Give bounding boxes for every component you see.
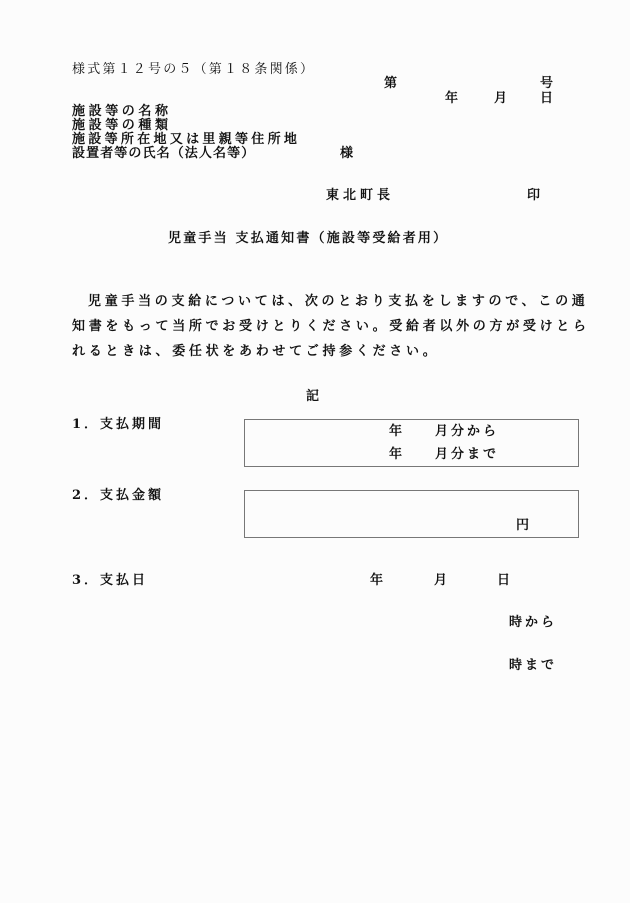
payment-date-label: 3．支払日	[72, 573, 149, 588]
document-number-prefix: 第	[384, 76, 398, 91]
document-number-suffix: 号	[540, 76, 554, 91]
payment-period-box	[244, 419, 579, 467]
payment-amount-label: 2．支払金額	[72, 488, 165, 503]
issue-date-year: 年	[445, 91, 459, 106]
yen-unit: 円	[516, 518, 530, 533]
issuer-seal: 印	[527, 188, 541, 203]
ki-heading: 記	[306, 389, 320, 404]
body-line: れるときは、委任状をあわせてご持参ください。	[72, 344, 440, 359]
payment-time-from: 時から	[509, 615, 558, 630]
operator-name-label: 設置者等の氏名（法人名等）	[72, 146, 256, 161]
period-to-year: 年	[389, 447, 403, 462]
period-from-year: 年	[389, 424, 403, 439]
payment-amount-box	[244, 490, 579, 538]
body-paragraph	[72, 294, 592, 369]
facility-type-label: 施設等の種類	[72, 118, 172, 133]
issue-date-day: 日	[540, 91, 554, 106]
payment-date-year: 年	[370, 573, 384, 588]
facility-address-label: 施設等所在地又は里親等住所地	[72, 132, 301, 147]
body-line: 児童手当の支給については、次のとおり支払をしますので、この通	[88, 294, 589, 309]
payment-time-to: 時まで	[509, 658, 558, 673]
period-from-month: 月分から	[435, 424, 500, 439]
facility-name-label: 施設等の名称	[72, 104, 172, 119]
payment-period-label: 1．支払期間	[72, 417, 165, 432]
period-to-month: 月分まで	[435, 447, 500, 462]
body-line: 知書をもって当所でお受けとりください。受給者以外の方が受けとら	[72, 319, 590, 334]
issuer-name: 東北町長	[326, 188, 395, 203]
recipient-honorific: 様	[340, 146, 354, 161]
issue-date-month: 月	[494, 91, 508, 106]
recipient-block	[72, 105, 300, 161]
document-title: 児童手当 支払通知書（施設等受給者用）	[168, 231, 449, 246]
payment-date-day: 日	[497, 573, 511, 588]
form-id: 様式第１２号の５（第１８条関係）	[72, 62, 316, 77]
payment-date-month: 月	[434, 573, 448, 588]
